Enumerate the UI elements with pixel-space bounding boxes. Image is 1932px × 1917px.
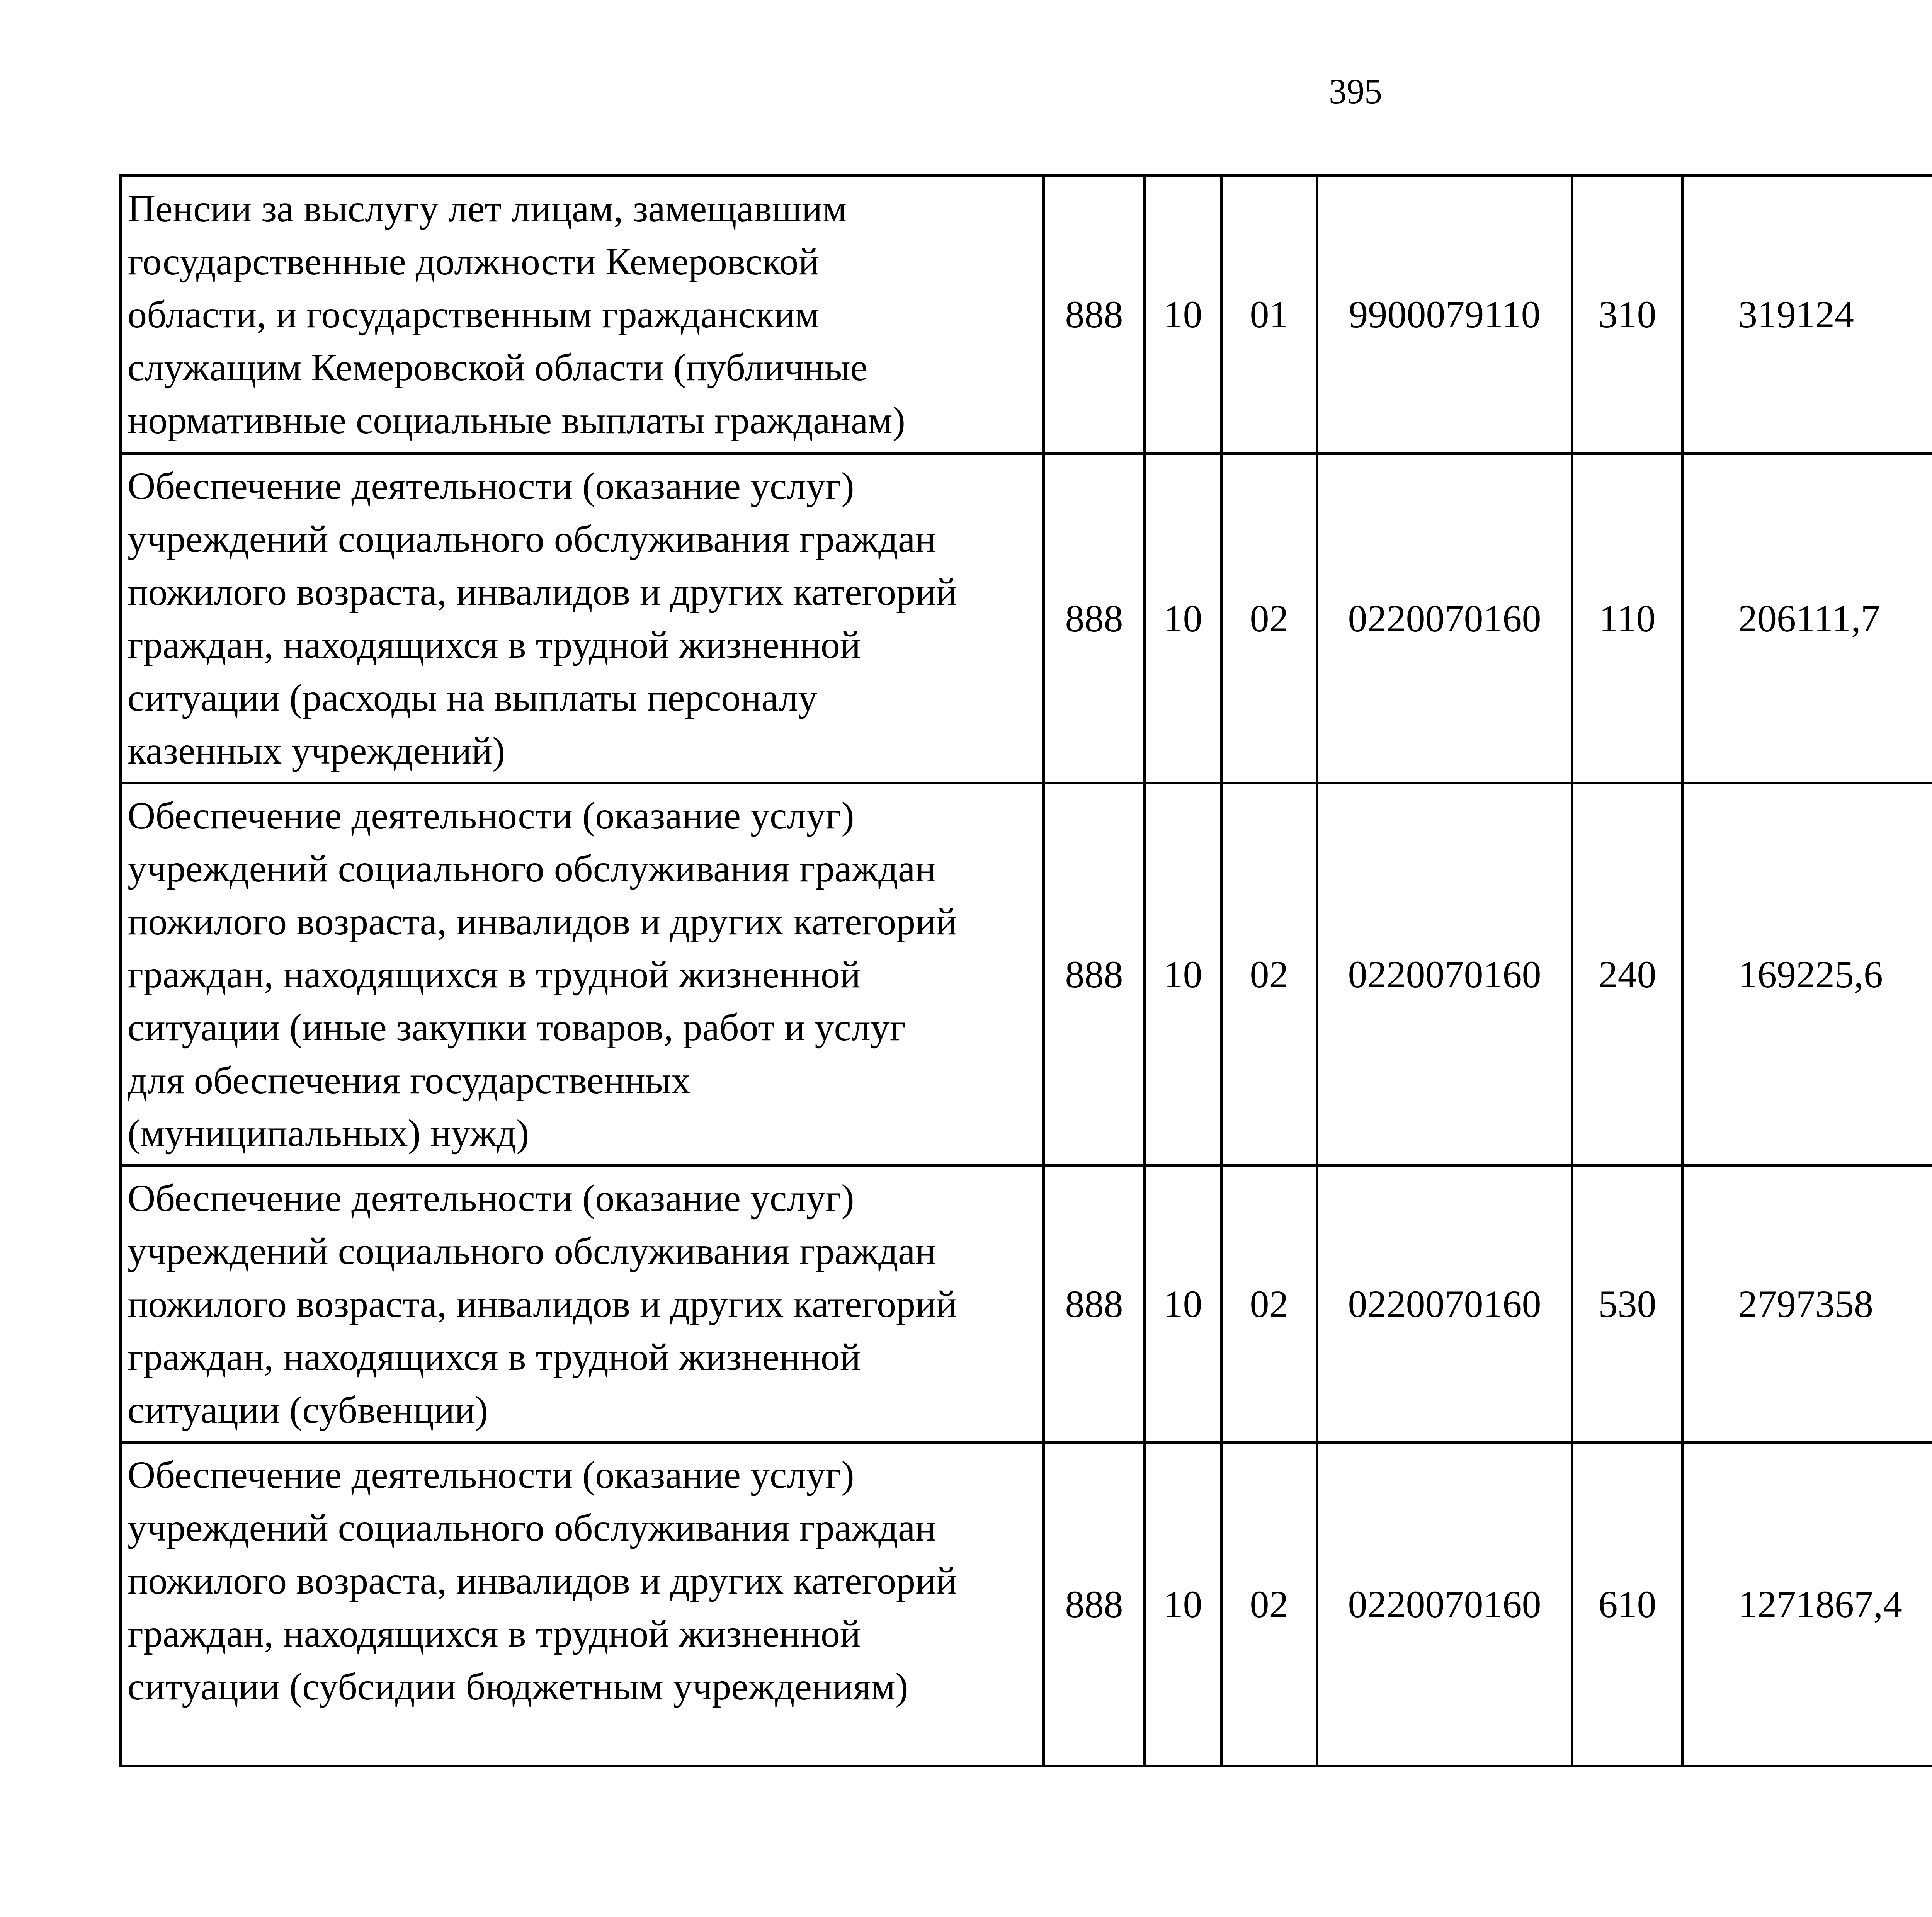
section-code: 10 xyxy=(1145,783,1221,1166)
amount-1: 206111,7 xyxy=(1683,454,1932,783)
expense-type-code: 610 xyxy=(1572,1442,1683,1766)
section-code: 10 xyxy=(1145,454,1221,783)
table-row xyxy=(121,1442,1932,1766)
expense-type-code: 240 xyxy=(1572,783,1683,1166)
ministry-code: 888 xyxy=(1044,454,1145,783)
row-description: Пенсии за выслугу лет лицам, замещавшим государственные должности Кемеровской области, и государственным гражданским служащим Кемеровской области (публичные нормативные социальные выплаты гражданам) xyxy=(121,175,1044,454)
amount-1: 1271867,4 xyxy=(1683,1442,1932,1766)
ministry-code: 888 xyxy=(1044,1166,1145,1442)
expense-type-code: 310 xyxy=(1572,175,1683,454)
subsection-code: 02 xyxy=(1221,454,1317,783)
table-row xyxy=(121,454,1932,783)
amount-1: 169225,6 xyxy=(1683,783,1932,1166)
page-number: 395 xyxy=(1329,71,1382,111)
section-code: 10 xyxy=(1145,1166,1221,1442)
ministry-code: 888 xyxy=(1044,783,1145,1166)
target-article-code: 9900079110 xyxy=(1317,175,1572,454)
ministry-code: 888 xyxy=(1044,175,1145,454)
target-article-code: 0220070160 xyxy=(1317,783,1572,1166)
row-description: Обеспечение деятельности (оказание услуг) учреждений социального обслуживания граждан пожилого возраста, инвалидов и других категорий граждан, находящихся в трудной жизненной ситуации (иные закупки товаров, работ и услуг для обеспечения государственных (муниципальных) нужд) xyxy=(121,783,1044,1166)
subsection-code: 02 xyxy=(1221,1442,1317,1766)
row-description: Обеспечение деятельности (оказание услуг) учреждений социального обслуживания граждан пожилого возраста, инвалидов и других категорий граждан, находящихся в трудной жизненной ситуации (расходы на выплаты персоналу казенных учреждений) xyxy=(121,454,1044,783)
row-description: Обеспечение деятельности (оказание услуг) учреждений социального обслуживания граждан пожилого возраста, инвалидов и других категорий граждан, находящихся в трудной жизненной ситуации (субвенции) xyxy=(121,1166,1044,1442)
amount-1: 2797358 xyxy=(1683,1166,1932,1442)
target-article-code: 0220070160 xyxy=(1317,1166,1572,1442)
target-article-code: 0220070160 xyxy=(1317,1442,1572,1766)
row-description: Обеспечение деятельности (оказание услуг) учреждений социального обслуживания граждан пожилого возраста, инвалидов и других категорий граждан, находящихся в трудной жизненной ситуации (субсидии бюджетным учреждениям) xyxy=(121,1442,1044,1766)
table-row xyxy=(121,783,1932,1166)
target-article-code: 0220070160 xyxy=(1317,454,1572,783)
section-code: 10 xyxy=(1145,175,1221,454)
ministry-code: 888 xyxy=(1044,1442,1145,1766)
table-row xyxy=(121,175,1932,454)
table-row xyxy=(121,1166,1932,1442)
budget-table xyxy=(119,174,1932,1767)
expense-type-code: 110 xyxy=(1572,454,1683,783)
subsection-code: 01 xyxy=(1221,175,1317,454)
subsection-code: 02 xyxy=(1221,1166,1317,1442)
section-code: 10 xyxy=(1145,1442,1221,1766)
expense-type-code: 530 xyxy=(1572,1166,1683,1442)
amount-1: 319124 xyxy=(1683,175,1932,454)
subsection-code: 02 xyxy=(1221,783,1317,1166)
